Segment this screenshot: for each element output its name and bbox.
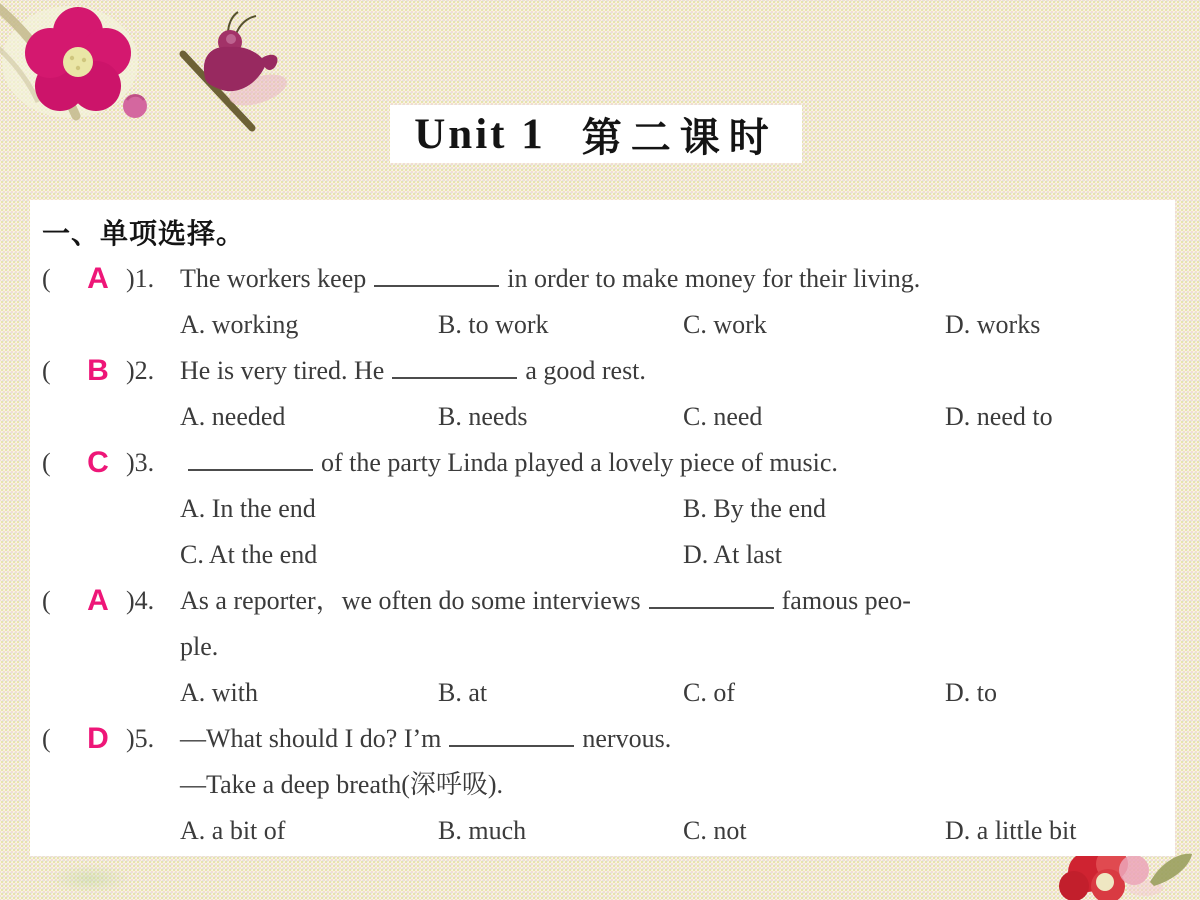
question-3-options-row-1 [30, 486, 1175, 532]
paren-open: ( [42, 724, 51, 753]
answer-blank [374, 267, 499, 287]
option-d: D. to [945, 678, 997, 707]
question-4-line [30, 578, 1175, 624]
question-2-line [30, 348, 1175, 394]
option-b: B. much [438, 816, 527, 845]
plum-blossom-butterfly-icon [0, 0, 310, 150]
question-5-continuation: —Take a deep breath(深呼吸). [180, 770, 504, 799]
question-4-continuation: ple. [180, 632, 219, 661]
option-c: C. need [683, 402, 763, 431]
answer-blank [188, 451, 313, 471]
question-5-options [30, 808, 1175, 854]
option-a: A. working [180, 310, 299, 339]
option-a: A. with [180, 678, 258, 707]
question-1-options [30, 302, 1175, 348]
question-4-options [30, 670, 1175, 716]
worksheet-panel [30, 200, 1175, 856]
question-text-2: He is very tired. He a good rest. [180, 356, 646, 385]
answer-letter-4: A [87, 584, 109, 617]
red-flower-icon [1050, 850, 1200, 900]
question-number-5: )5. [126, 724, 155, 753]
option-b: B. to work [438, 310, 549, 339]
option-b: B. at [438, 678, 488, 707]
question-number-3: )3. [126, 448, 155, 477]
question-number-1: )1. [126, 264, 155, 293]
option-a: A. a bit of [180, 816, 286, 845]
question-text-1: The workers keep in order to make money for their living. [180, 264, 921, 293]
option-d: D. a little bit [945, 816, 1077, 845]
question-3-line [30, 440, 1175, 486]
answer-letter-3: C [87, 446, 109, 479]
answer-blank [649, 589, 774, 609]
question-5-line [30, 716, 1175, 762]
option-c: C. of [683, 678, 735, 707]
section-heading: 一、单项选择。 [42, 218, 246, 249]
title-banner [390, 105, 802, 163]
answer-letter-2: B [87, 354, 109, 387]
paren-open: ( [42, 586, 51, 615]
option-a: A. needed [180, 402, 286, 431]
question-text-5: —What should I do? I’m nervous. [180, 724, 672, 753]
option-b: B. needs [438, 402, 528, 431]
question-number-4: )4. [126, 586, 155, 615]
paren-open: ( [42, 356, 51, 385]
question-1-line [30, 256, 1175, 302]
answer-blank [449, 727, 574, 747]
option-d: D. At last [683, 540, 782, 569]
option-c: C. work [683, 310, 767, 339]
question-2-options [30, 394, 1175, 440]
paren-open: ( [42, 448, 51, 477]
option-d: D. works [945, 310, 1041, 339]
question-3-options-row-2 [30, 532, 1175, 578]
paren-open: ( [42, 264, 51, 293]
lesson-title: 第二课时 [581, 114, 778, 160]
answer-letter-5: D [87, 722, 109, 755]
answer-letter-1: A [87, 262, 109, 295]
option-d: D. need to [945, 402, 1053, 431]
question-text-4: As a reporter，we often do some interviews famous peo- [180, 586, 911, 615]
option-c: C. not [683, 816, 747, 845]
question-text-3: of the party Linda played a lovely piece of music. [180, 440, 838, 486]
question-number-2: )2. [126, 356, 155, 385]
option-b: B. By the end [683, 494, 826, 523]
option-c: C. At the end [180, 540, 318, 569]
green-wash-decoration [50, 864, 130, 894]
answer-blank [392, 359, 517, 379]
option-a: A. In the end [180, 494, 316, 523]
unit-title: Unit 1 [414, 110, 546, 158]
